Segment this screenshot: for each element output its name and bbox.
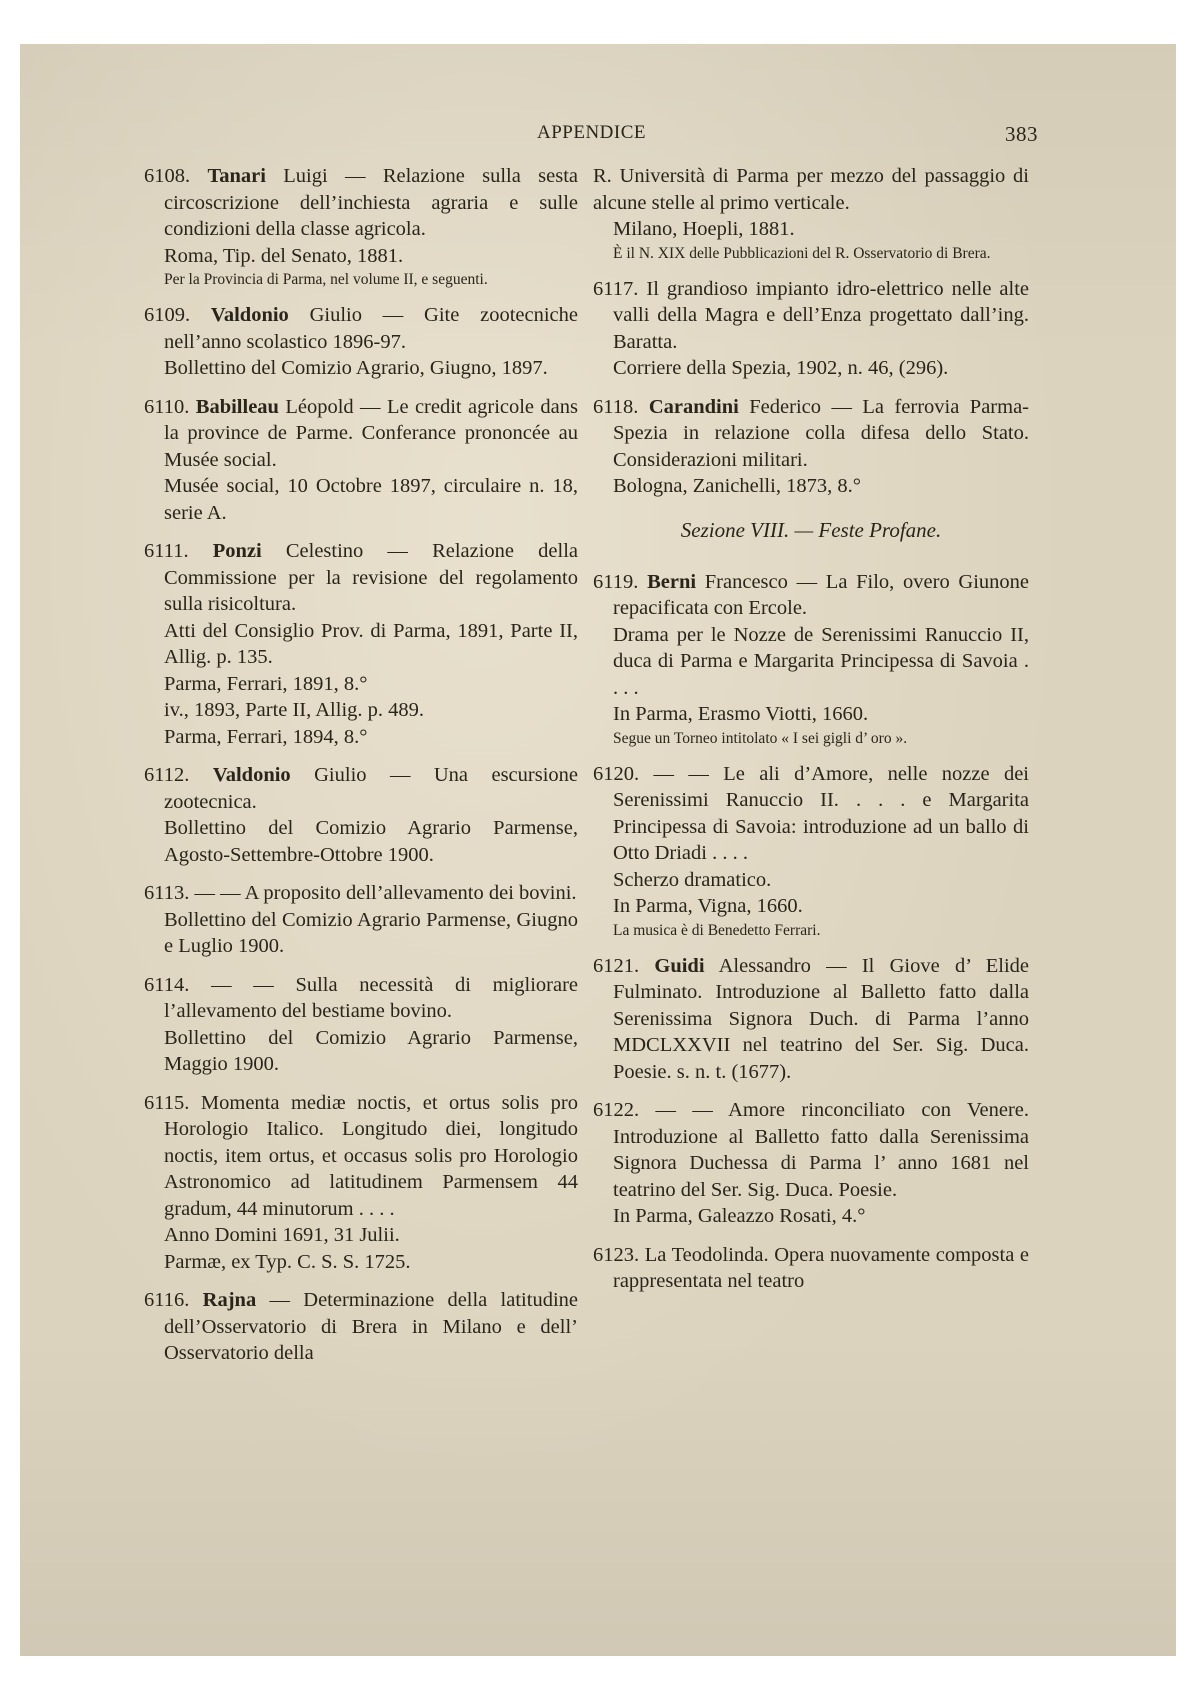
bibliography-entry	[144, 762, 578, 868]
entry-imprint: Bollettino del Comizio Agrario Parmense, Maggio 1900.	[164, 1026, 578, 1075]
entry-imprint: Anno Domini 1691, 31 Julii.	[164, 1224, 400, 1246]
bibliography-entry	[593, 953, 1029, 1086]
entry-text	[144, 538, 578, 618]
entry-number: 6108.	[144, 165, 191, 187]
bibliography-entry	[593, 1242, 1029, 1295]
entry-title: Léopold — Le credit agricole dans la province de Parme. Conferance prononcée au Musée social.	[164, 395, 579, 471]
entry-number: 6118.	[593, 395, 639, 418]
entry-author: Valdonio	[210, 304, 289, 326]
entry-author: Berni	[647, 570, 697, 593]
section-heading: Sezione VIII. — Feste Profane.	[680, 517, 942, 542]
entry-number: 6116.	[144, 1289, 190, 1311]
entry-text	[144, 163, 578, 243]
entry-title: Luigi — Relazione sulla sesta circoscrizione dell’inchiesta agraria e sulle condizioni della classe agricola.	[164, 165, 578, 240]
entry-text	[144, 394, 578, 474]
entry-author: Carandini	[648, 395, 739, 418]
entry-imprint: Parma, Ferrari, 1894, 8.°	[164, 725, 368, 748]
bibliography-entry	[593, 276, 1029, 382]
entry-title: Il grandioso impianto idro-elettrico nelle alte valli della Magra e dell’Enza progettato dall’ing. Baratta.	[613, 277, 1030, 353]
entry-title: — — A proposito dell’allevamento dei bovini.	[194, 882, 577, 904]
entry-number: 6114.	[144, 973, 190, 996]
entry-text	[593, 1242, 1029, 1295]
left-column	[144, 163, 578, 1379]
entry-text	[144, 972, 578, 1025]
entry-number: 6121.	[593, 954, 640, 977]
entry-imprint: Bologna, Zanichelli, 1873, 8.°	[613, 475, 861, 497]
entry-imprint: Milano, Hoepli, 1881.	[613, 218, 795, 240]
entry-imprint: Scherzo dramatico.	[613, 868, 772, 891]
entry-title: — — Amore rinconciliato con Venere. Introduzione al Balletto fatto dalla Serenissima Signora Duchessa di Parma l’ anno 1681 nel teatrino del Ser. Sig. Duca. Poesie.	[613, 1099, 1030, 1201]
entry-number: 6112.	[144, 764, 190, 786]
entry-title: La Teodolinda. Opera nuovamente composta e rappresentata nel teatro	[613, 1243, 1029, 1292]
entry-text	[144, 1287, 578, 1367]
bibliography-entry	[593, 569, 1029, 749]
entry-number: 6110.	[144, 395, 190, 418]
entry-text	[144, 1090, 578, 1223]
bibliography-entry	[144, 880, 578, 960]
bibliography-entry	[144, 1287, 578, 1367]
entry-author: Babilleau	[195, 395, 279, 418]
bibliography-entry	[144, 1090, 578, 1276]
entry-title: Federico — La ferrovia Parma-Spezia in relazione colla difesa dello Stato. Considerazioni militari.	[613, 395, 1029, 471]
bibliography-entry	[144, 394, 578, 527]
entry-number: 6119.	[593, 570, 639, 593]
entry-imprint: Bollettino del Comizio Agrario Parmense, Agosto-Settembre-Ottobre 1900.	[164, 817, 578, 866]
bibliography-entry	[144, 972, 578, 1078]
entry-number: 6111.	[144, 540, 189, 562]
entry-number: 6115.	[144, 1091, 190, 1114]
entry-text	[144, 762, 578, 815]
entry-title: — — Le ali d’Amore, nelle nozze dei Serenissimi Ranuccio II. . . . e Margarita Principessa di Savoia: introduzione ad un ballo di Otto Driadi . . . .	[613, 762, 1030, 864]
bibliography-entry	[144, 538, 578, 750]
entry-imprint: Atti del Consiglio Prov. di Parma, 1891, Parte II, Allig. p. 135.	[164, 619, 578, 668]
entry-title: Francesco — La Filo, overo Giunone repacificata con Ercole.	[613, 570, 1029, 619]
entry-title: — — Sulla necessità di migliorare l’allevamento del bestiame bovino.	[164, 973, 579, 1022]
entry-text	[593, 569, 1029, 622]
entry-imprint: In Parma, Erasmo Viotti, 1660.	[613, 703, 869, 725]
entry-title: Momenta mediæ noctis, et ortus solis pro Horologio Italico. Longitudo diei, longitudo noctis, item ortus, et occasus solis pro Horologio Astronomico ad latitudinem Parmensem 44 gradum, 44 minutorum . . . .	[164, 1091, 578, 1220]
entry-author: Ponzi	[212, 540, 262, 562]
entry-imprint: Parma, Ferrari, 1891, 8.°	[164, 672, 368, 695]
entry-imprint: Roma, Tip. del Senato, 1881.	[164, 244, 404, 267]
entry-imprint: Parmæ, ex Typ. C. S. S. 1725.	[164, 1250, 411, 1273]
entry-text	[144, 302, 578, 355]
entry-number: 6123.	[593, 1243, 640, 1266]
entry-text	[593, 276, 1029, 356]
entry-note: La musica è di Benedetto Ferrari.	[613, 921, 821, 939]
running-head: APPENDICE	[537, 122, 647, 143]
continued-entry	[593, 163, 1029, 264]
entry-author: Rajna	[202, 1289, 257, 1311]
entry-imprint: Bollettino del Comizio Agrario, Giugno, 1897.	[164, 357, 548, 379]
entry-text: R. Università di Parma per mezzo del passaggio di alcune stelle al primo verticale.	[593, 165, 1029, 214]
entry-imprint: In Parma, Vigna, 1660.	[613, 895, 803, 917]
entry-text	[593, 394, 1029, 474]
entry-imprint: Corriere della Spezia, 1902, n. 46, (296).	[613, 357, 949, 379]
entry-author: Tanari	[207, 165, 266, 187]
entry-imprint: Bollettino del Comizio Agrario Parmense, Giugno e Luglio 1900.	[164, 908, 578, 957]
bibliography-entry	[593, 1097, 1029, 1230]
entry-imprint: Musée social, 10 Octobre 1897, circulaire n. 18, serie A.	[164, 475, 578, 524]
entry-note: Per la Provincia di Parma, nel volume II, e seguenti.	[164, 271, 488, 288]
entry-note: Segue un Torneo intitolato « I sei gigli d’ oro ».	[613, 729, 908, 747]
bibliography-entry	[593, 394, 1029, 500]
page-number: 383	[1005, 122, 1038, 146]
bibliography-entry	[144, 302, 578, 382]
entry-title: — Determinazione della latitudine dell’Osservatorio di Brera in Milano e dell’ Osservatorio della	[164, 1289, 578, 1364]
entry-title: Celestino — Relazione della Commissione per la revisione del regolamento sulla risicoltura.	[164, 540, 579, 615]
entry-number: 6122.	[593, 1099, 640, 1121]
entry-note: È il N. XIX delle Pubblicazioni del R. Osservatorio di Brera.	[613, 244, 991, 262]
bibliography-entry	[144, 163, 578, 290]
bibliography-entry	[593, 761, 1029, 941]
entry-number: 6113.	[144, 882, 190, 904]
entry-author: Valdonio	[212, 764, 291, 786]
entry-author: Guidi	[654, 954, 705, 977]
entry-text	[593, 1097, 1029, 1203]
entry-imprint: iv., 1893, Parte II, Allig. p. 489.	[164, 699, 425, 721]
right-column	[593, 163, 1029, 1307]
entry-number: 6120.	[593, 762, 640, 785]
entry-text	[593, 953, 1029, 1086]
entry-text	[593, 761, 1029, 867]
entry-imprint: In Parma, Galeazzo Rosati, 4.°	[613, 1205, 866, 1227]
entry-number: 6117.	[593, 277, 639, 300]
entry-imprint: Drama per le Nozze de Serenissimi Ranuccio II, duca di Parma e Margarita Principessa di Savoia . . . .	[613, 623, 1029, 699]
entry-title: Giulio — Una escursione zootecnica.	[164, 764, 578, 813]
entry-title: Giulio — Gite zootecniche nell’anno scolastico 1896-97.	[164, 304, 579, 353]
entry-number: 6109.	[144, 304, 191, 326]
entry-text	[144, 880, 578, 907]
entry-title: Alessandro — Il Giove d’ Elide Fulminato. Introduzione al Balletto fatto dalla Serenissima Signora Duch. di Parma l’anno MDCLXXVII nel teatrino del Ser. Sig. Duca. Poesie. s. n. t. (1677).	[613, 954, 1029, 1083]
